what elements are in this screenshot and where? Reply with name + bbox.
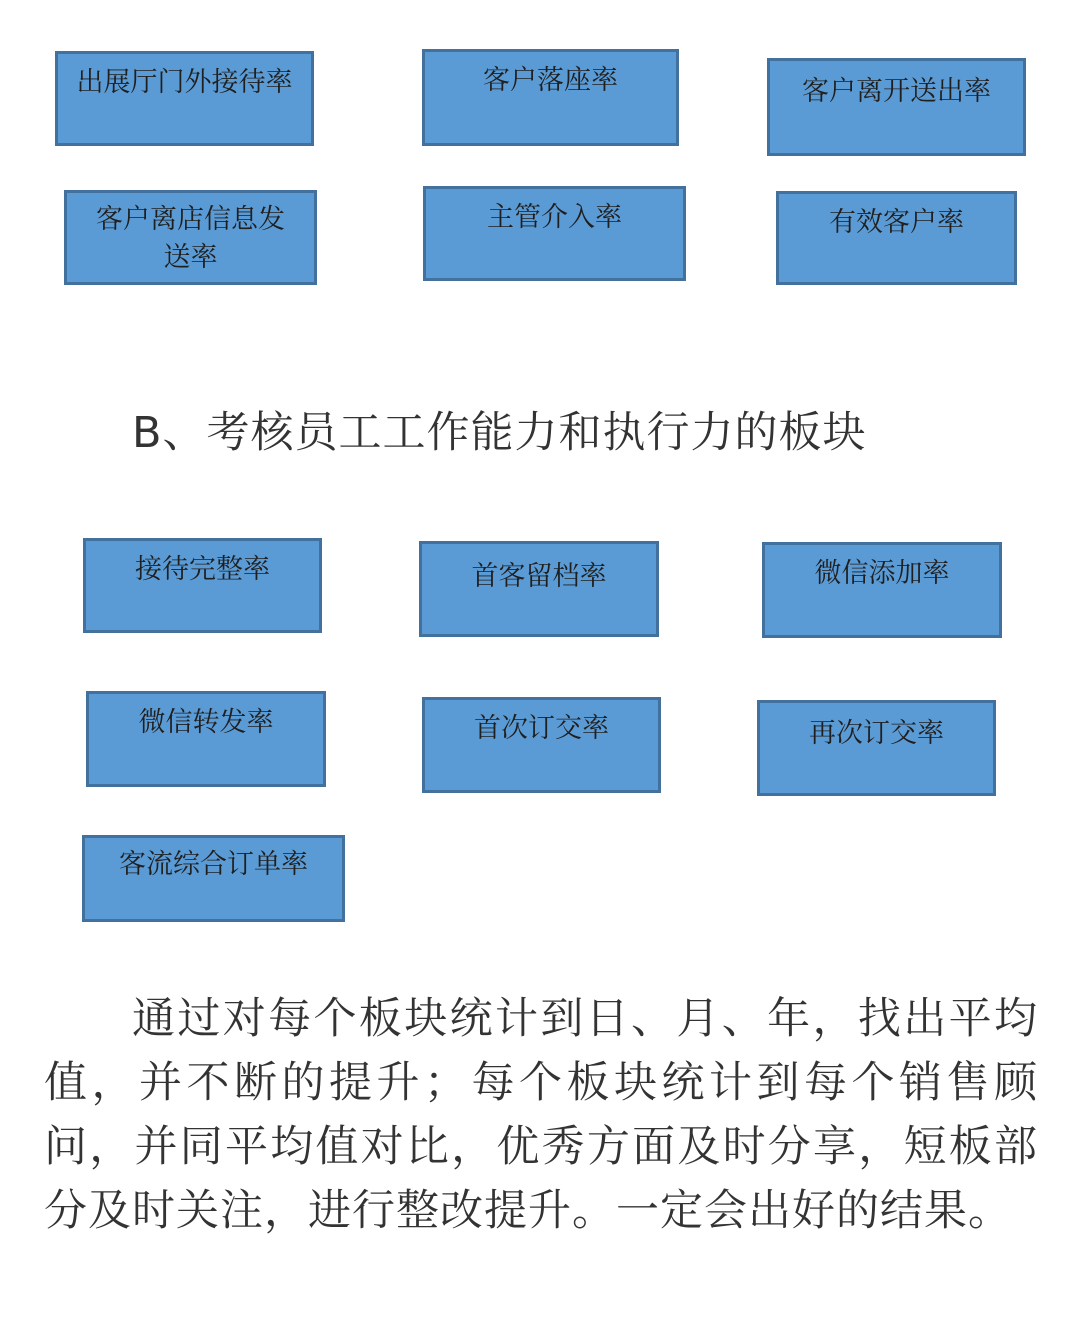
metric-box-outside-reception-rate: 出展厅门外接待率: [55, 51, 314, 146]
metric-box-wechat-forward-rate: 微信转发率: [86, 691, 326, 787]
metric-box-supervisor-intervention-rate: 主管介入率: [423, 186, 686, 281]
metric-box-reception-completeness-rate: 接待完整率: [83, 538, 322, 633]
metric-box-first-visit-record-rate: 首客留档率: [419, 541, 659, 637]
metric-box-leave-message-rate: 客户离店信息发送率: [64, 190, 317, 285]
section-b-heading: B、考核员工工作能力和执行力的板块: [132, 408, 867, 458]
metric-box-send-off-rate: 客户离开送出率: [767, 58, 1026, 156]
metric-box-seating-rate: 客户落座率: [422, 49, 679, 146]
metric-box-repeat-order-rate: 再次订交率: [757, 700, 996, 796]
metric-box-effective-customer-rate: 有效客户率: [776, 191, 1017, 285]
summary-paragraph: 通过对每个板块统计到日、月、年，找出平均值，并不断的提升；每个板块统计到每个销售顾问，并同平均值对比，优秀方面及时分享，短板部分及时关注，进行整改提升。一定会出好的结果。: [44, 994, 1038, 1236]
metric-box-traffic-overall-order-rate: 客流综合订单率: [82, 835, 345, 922]
metric-box-first-order-rate: 首次订交率: [422, 697, 661, 793]
metric-box-wechat-add-rate: 微信添加率: [762, 542, 1002, 638]
